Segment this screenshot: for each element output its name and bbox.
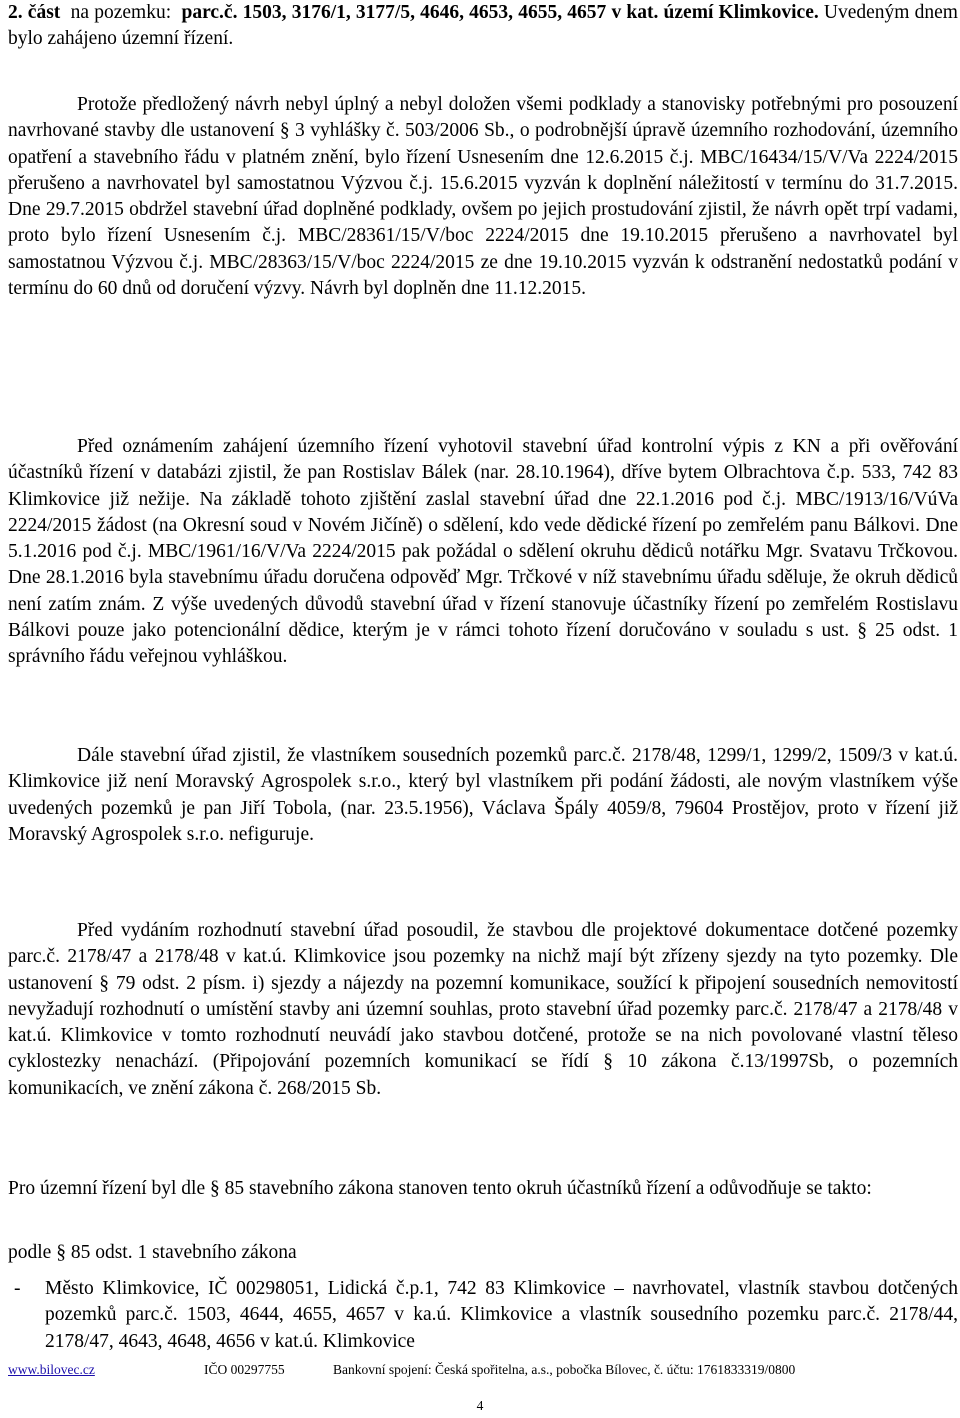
- list-item: [8, 1276, 958, 1355]
- paragraph-participants-intro: [8, 1176, 958, 1202]
- paragraph-section-ref: [8, 1240, 958, 1266]
- paragraph-interruption: [8, 92, 958, 302]
- list-dash: -: [14, 1278, 21, 1299]
- paragraph-neighbour-owner-text: Dále stavební úřad zjistil, že vlastníkem sousedních pozemků parc.č. 2178/48, 1299/1, 1299/2, 1509/3 v kat.ú. Klimkovice již není Moravský Agrospolek s.r.o., který byl vlastníkem při podání žádosti, ale novým vlastníkem výše uvedených pozemků je pan Jiří Tobola, (nar. 23.5.1956), Václava Špály 4059/8, 79604 Prostějov, proto v řízení již Moravský Agrospolek s.r.o. nefiguruje.: [8, 745, 958, 845]
- paragraph-start-parcels: [8, 0, 958, 53]
- company-id: IČO 00297755: [204, 1362, 285, 1377]
- paragraph-heirs-text: Před oznámením zahájení územního řízení vyhotovil stavební úřad kontrolní výpis z KN a při ověřování účastníků řízení v databázi zjistil, že pan Rostislav Bálek (nar. 28.10.1964), dříve bytem Olbrachtova č.p. 533, 742 83 Klimkovice již nežije. Na základě tohoto zjištění zaslal stavební úřad dne 22.1.2016 pod č.j. MBC/1913/16/VúVa 2224/2015 žádost (na Okresní soud v Novém Jičíně) o sdělení, kdo vede dědické řízení po zemřelém panu Bálkovi. Dne 5.1.2016 pod č.j. MBC/1961/16/V/Va 2224/2015 pak požádal o sdělení okruhu dědiců notářku Mgr. Svatavu Trčkovou. Dne 28.1.2016 byla stavebnímu úřadu doručena odpověď Mgr. Trčkové v níž stavebnímu úřadu sděluje, že okruh dědiců není zatím znám. Z výše uvedených důvodů stavební úřad v řízení stanovuje účastníky řízení po zemřelém Rostislavu Bálkovi pouze jako potencionální dědice, kterým je v rámci tohoto řízení doručováno v souladu s ust. § 25 odst. 1 správního řádu veřejnou vyhláškou.: [8, 436, 958, 668]
- paragraph-neighbour-owner: [8, 743, 958, 848]
- list-item-text: Město Klimkovice, IČ 00298051, Lidická č.p.1, 742 83 Klimkovice – navrhovatel, vlastník stavbou dotčených pozemků parc.č. 1503, 4644, 4655, 4657 v ka.ú. Klimkovice a vlastník sousedního pozemku parc.č. 2178/44, 2178/47, 4643, 4648, 4656 v kat.ú. Klimkovice: [45, 1278, 958, 1352]
- paragraph-participants-intro-text: Pro územní řízení byl dle § 85 stavebního zákona stanoven tento okruh účastníků řízení a odůvodňuje se takto:: [8, 1178, 872, 1199]
- page-number: 4: [476, 1398, 484, 1413]
- paragraph-heirs: [8, 434, 958, 671]
- part-label: 2. část: [8, 2, 61, 23]
- bank-details: Bankovní spojení: Česká spořitelna, a.s., pobočka Bílovec, č. účtu: 1761833319/0800: [333, 1362, 796, 1377]
- page-footer: [8, 1360, 958, 1380]
- website-link[interactable]: www.bilovec.cz: [8, 1362, 95, 1377]
- parcel-list: parc.č. 1503, 3176/1, 3177/5, 4646, 4653, 4655, 4657 v kat. území Klimkovice.: [181, 2, 819, 23]
- part-location-label: na pozemku:: [70, 2, 172, 23]
- section-reference-text: podle § 85 odst. 1 stavebního zákona: [8, 1242, 297, 1263]
- paragraph-driveways-text: Před vydáním rozhodnutí stavební úřad posoudil, že stavbou dle projektové dokumentace dotčené pozemky parc.č. 2178/47 a 2178/48 v kat.ú. Klimkovice jsou pozemky na nichž mají být zřízeny sjezdy na tyto pozemky. Dle ustanovení § 79 odst. 2 písm. i) sjezdy a nájezdy na pozemní komunikace, soužící k připojení sousedních nemovitostí nevyžadují rozhodnutí o umístění stavby ani územní souhlas, proto stavební úřad pozemky parc.č. 2178/47 a 2178/48 v kat.ú. Klimkovice v tomto rozhodnutí neuvádí jako stavbou dotčené, protože se na nich povolované vlastní těleso cyklostezky nenachází. (Připojování pozemních komunikací se řídí § 10 zákona č.13/1997Sb, o pozemních komunikacích, ve znění zákona č. 268/2015 Sb.: [8, 920, 958, 1099]
- paragraph-driveways: [8, 918, 958, 1102]
- procedure-start-text: Uvedeným dnem bylo zahájeno územní řízení.: [8, 2, 958, 50]
- paragraph-interruption-text: Protože předložený návrh nebyl úplný a nebyl doložen všemi podklady a stanovisky potřebnými pro posouzení navrhované stavby dle ustanovení § 3 vyhlášky č. 503/2006 Sb., o podrobnější úpravě územního rozhodování, územního opatření a stavebního řádu v platném znění, bylo řízení Usnesením dne 12.6.2015 č.j. MBC/16434/15/V/Va 2224/2015 přerušeno a navrhovatel byl samostatnou Výzvou č.j. 15.6.2015 vyzván k doplnění náležitostí v termínu do 31.7.2015. Dne 29.7.2015 obdržel stavební úřad doplněné podklady, ovšem po jejich prostudování zjistil, že návrh opět trpí vadami, proto bylo řízení Usnesením č.j. MBC/28361/15/V/boc 2224/2015 dne 19.10.2015 přerušeno a navrhovatel byl samostatnou Výzvou č.j. MBC/28363/15/V/boc 2224/2015 ze dne 19.10.2015 vyzván k odstranění nedostatků podání v termínu do 60 dnů od doručení výzvy. Návrh byl doplněn dne 11.12.2015.: [8, 94, 958, 300]
